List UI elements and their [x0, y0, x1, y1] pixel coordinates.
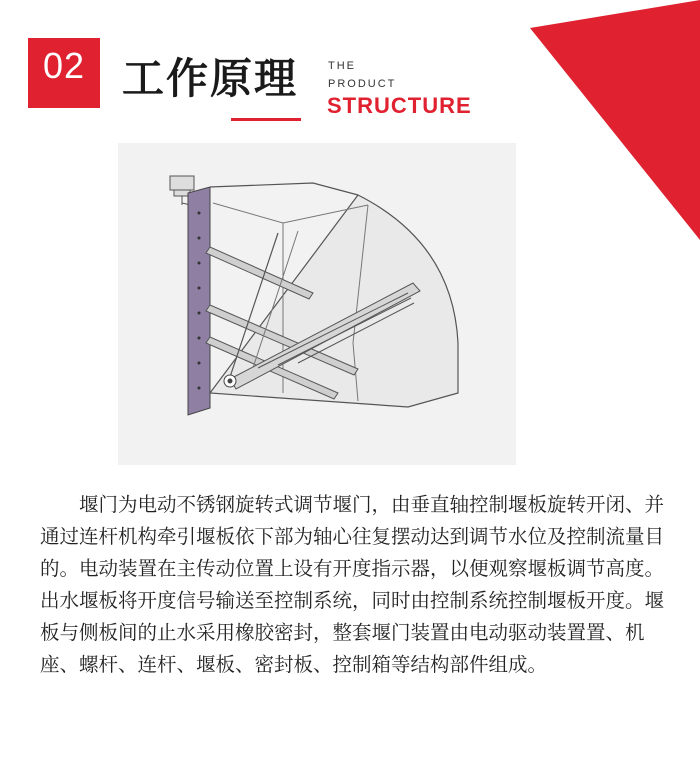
corner-decoration-triangle — [530, 0, 700, 240]
weir-gate-diagram — [118, 143, 516, 465]
subtitle-the: THE — [328, 60, 356, 72]
section-title: 工作原理 — [122, 54, 299, 103]
section-number: 02 — [42, 45, 86, 86]
subtitle-structure: STRUCTURE — [327, 93, 472, 118]
description-text: 堰门为电动不锈钢旋转式调节堰门，由垂直轴控制堰板旋转开闭、并通过连杆机构牵引堰板依下部为轴心往复摆动达到调节水位及控制流量目的。电动装置在主传动位置上设有开度指示器，以便观察堰板调节高度。出水堰板将开度信号输送至控制系统，同时由控制系统控制堰板开度。堰板与侧板间的止水采用橡胶密封，整套堰门装置由电动驱动装置置、机座、螺杆、连杆、堰板、密封板、控制箱等结构部件组成。 — [40, 493, 665, 676]
mounting-plate — [188, 187, 210, 415]
title-underline — [231, 118, 301, 121]
pivot-shaft-icon — [224, 375, 236, 387]
subtitle-product: PRODUCT — [328, 78, 397, 90]
weir-gate-drawing — [118, 143, 516, 465]
